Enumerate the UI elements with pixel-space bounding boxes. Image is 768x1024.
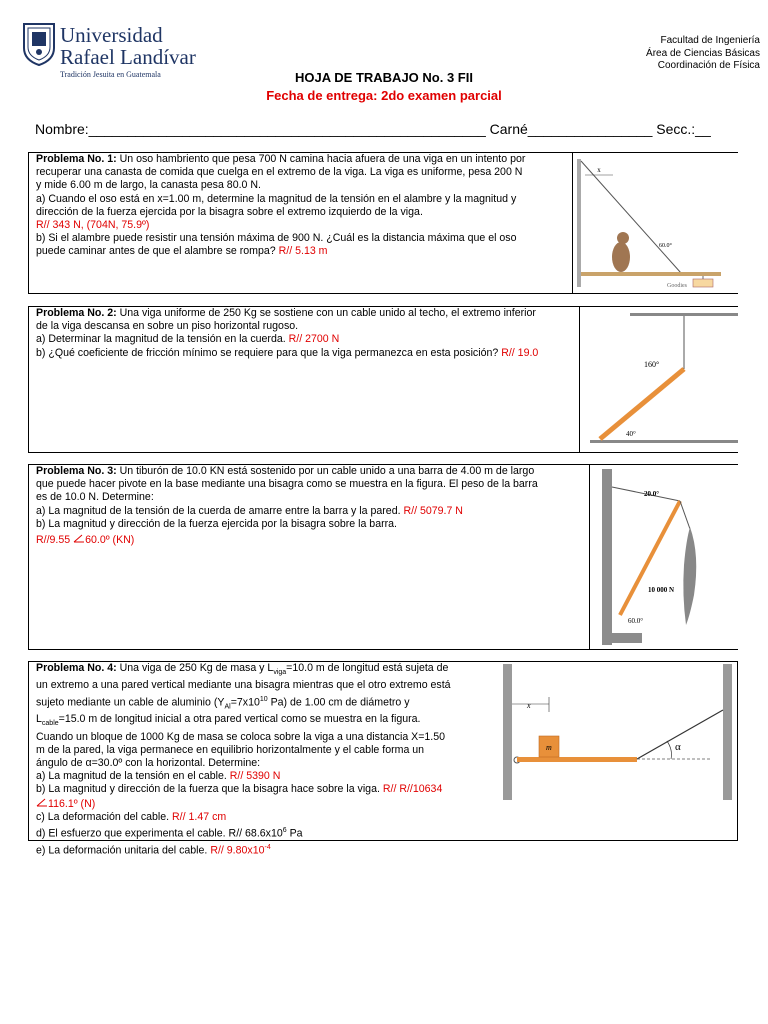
problem-4-line: Pa) de 1.00 cm de diámetro y (267, 696, 410, 709)
fig1-goodies-label: Goodies (667, 283, 687, 289)
problem-4-line: =7x10 (230, 696, 260, 709)
problem-4-sup: 6 (282, 827, 287, 835)
university-name-line2: Rafael Landívar (60, 45, 196, 69)
fig3-weight-label: 10 000 N (648, 586, 675, 594)
angle-symbol-icon (36, 797, 48, 807)
problem-4-answer-e: R// 9.80x10 (210, 844, 265, 857)
problem-3-answer-a: R// 5079.7 N (403, 504, 463, 517)
student-info-line: Nombre:___________________________________________________ Carné________________ Secc.:__ (35, 121, 711, 137)
problem-1-line: puede caminar antes de que el alambre se rompa? (36, 245, 279, 258)
problem-4-sub: viga (273, 669, 287, 677)
fig4-mass-label: m (546, 743, 552, 752)
ceiling (630, 313, 738, 316)
fig2-angle-top: 160° (644, 360, 660, 369)
fig3-angle-bottom: 60.0° (628, 617, 644, 625)
basket-icon (693, 279, 713, 287)
problem-1-answer-a: R// 343 N, (704N, 75.9º) (36, 219, 150, 232)
problem-1-box (28, 152, 738, 294)
problem-4-line: L (36, 713, 42, 726)
wall (602, 469, 612, 645)
fig3-angle-top: 20.0° (644, 490, 660, 498)
problem-1-label: Problema No. 1: (36, 153, 117, 165)
university-tagline: Tradición Jesuita en Guatemala (60, 70, 161, 79)
shark-icon (683, 527, 696, 625)
beam (517, 757, 637, 762)
problem-3-answer-b-magnitude: R//9.55 (36, 534, 74, 547)
problem-2-line: Una viga uniforme de 250 Kg se sostiene con un cable unido al techo, el extremo inferior (116, 307, 536, 319)
fig1-angle-label: 60.0° (659, 243, 672, 249)
bear-icon (612, 242, 630, 272)
problem-4-box (28, 661, 738, 857)
left-wall (503, 664, 512, 800)
problem-2-answer-b: R// 19.0 (501, 346, 539, 359)
problem-4-line: c) La deformación del cable. (36, 810, 173, 823)
problem-4-line: =10.0 m de longitud está sujeta de (286, 662, 449, 674)
problem-4-sup: 10 (259, 695, 268, 703)
problem-1-line: recuperar una canasta de comida que cuelga en el extremo de la viga. La viga es uniforme, pesa 200 N (36, 166, 523, 179)
problem-2-line: de la viga descansa en sobre un piso horizontal rugoso. (36, 320, 299, 333)
floor (590, 440, 738, 443)
problem-4-line: d) El esfuerzo que experimenta el cable. R// 68.6x10 (36, 827, 283, 840)
problem-3-line: a) La magnitud de la tensión de la cuerda de amarre entre la barra y la pared. (36, 504, 404, 517)
problem-3-label: Problema No. 3: (36, 465, 117, 477)
problem-3-figure (589, 465, 738, 649)
problem-1-answer-b: R// 5.13 m (278, 245, 328, 258)
angle-symbol-icon (73, 533, 85, 543)
problem-4-figure (499, 662, 737, 802)
problem-1-line: Un oso hambriento que pesa 700 N camina hacia afuera de una viga en un intento por (116, 153, 526, 165)
problem-4-line: a) La magnitud de la tensión en el cable. (36, 770, 230, 783)
problem-1-line: y mide 6.00 m de largo, la canasta pesa 80.0 N. (36, 179, 261, 192)
problem-4-sub: Al (224, 703, 231, 711)
problem-4-label: Problema No. 4: (36, 662, 117, 674)
bar (620, 501, 680, 615)
problem-2-figure (579, 307, 738, 452)
problem-4-sup: -4 (264, 843, 271, 851)
problem-4-answer-b-magnitude: R// R//10634 (382, 783, 443, 796)
problem-1-text (36, 153, 596, 259)
problem-1-figure (572, 153, 738, 293)
beam (600, 369, 684, 439)
problem-4-line: sujeto mediante un cable de aluminio (Y (36, 696, 225, 709)
problem-4-line: Pa (286, 827, 303, 840)
problem-4-text (36, 662, 484, 858)
problem-4-line: un extremo a una pared vertical mediante una bisagra mientras que el otro extremo está (36, 679, 451, 692)
problem-2-label: Problema No. 2: (36, 307, 117, 319)
problem-3-line: b) La magnitud y dirección de la fuerza ejercida por la bisagra sobre la barra. (36, 517, 397, 530)
problem-2-box (28, 306, 738, 453)
faculty-info (540, 35, 760, 73)
problem-4-line: Una viga de 250 Kg de masa y L (116, 662, 274, 674)
area-name: Área de Ciencias Básicas (646, 47, 760, 59)
problem-4-sub: cable (41, 720, 59, 728)
fig4-x-label: x (527, 701, 531, 710)
problem-1-line: dirección de la fuerza ejercida por la bisagra sobre el extremo izquierdo de la viga. (36, 205, 423, 218)
problem-4-line: m de la pared, la viga permanece en equilibrio horizontalmente y el cable forma un (36, 743, 425, 756)
problem-3-line: es de 10.0 N. Determine: (36, 491, 154, 504)
fig2-angle-bottom: 40° (626, 430, 636, 438)
page-title: HOJA DE TRABAJO No. 3 FII (295, 70, 473, 85)
problem-4-line: ángulo de α=30.0º con la horizontal. Determine: (36, 757, 261, 770)
problem-2-text (36, 307, 596, 360)
problem-3-line: Un tiburón de 10.0 KN está sostenido por un cable unido a una barra de 4.00 m de largo (116, 465, 535, 477)
problem-4-answer-c: R// 1.47 cm (172, 810, 227, 823)
coordination-name: Coordinación de Física (657, 60, 760, 71)
problem-3-box (28, 464, 738, 650)
fig1-x-label: x (597, 166, 601, 174)
problem-4-answer-b-direction: 116.1º (N) (48, 797, 96, 810)
problem-4-line: Cuando un bloque de 1000 Kg de masa se coloca sobre la viga a una distancia X=1.50 (36, 730, 446, 743)
problem-4-line: e) La deformación unitaria del cable. (36, 844, 211, 857)
right-wall (723, 664, 732, 800)
problem-2-answer-a: R// 2700 N (288, 333, 340, 346)
problem-4-line: b) La magnitud y dirección de la fuerza que la bisagra hace sobre la viga. (36, 783, 383, 796)
problem-3-line: que puede hacer pivote en la base mediante una bisagra como se muestra en la figura. El peso de la barra (36, 478, 538, 491)
problem-1-line: a) Cuando el oso está en x=1.00 m, determine la magnitud de la tensión en el alambre y la magnitud y (36, 192, 517, 205)
fig4-alpha-label: α (675, 741, 681, 753)
problem-4-answer-a: R// 5390 N (229, 770, 281, 783)
problem-4-line: =15.0 m de longitud inicial a otra pared vertical como se muestra en la figura. (58, 713, 421, 726)
problem-2-line: b) ¿Qué coeficiente de fricción mínimo se requiere para que la viga permanezca en esta posición? (36, 346, 502, 359)
university-name-line1: Universidad (60, 23, 163, 47)
problem-3-text (36, 465, 584, 547)
faculty-name: Facultad de Ingeniería (660, 35, 760, 46)
problem-2-line: a) Determinar la magnitud de la tensión en la cuerda. (36, 333, 289, 346)
due-date: Fecha de entrega: 2do examen parcial (266, 88, 502, 103)
problem-3-answer-b-direction: 60.0º (KN) (85, 534, 135, 547)
crest-icon (22, 22, 56, 66)
problem-1-line: b) Si el alambre puede resistir una tensión máxima de 900 N. ¿Cuál es la distancia máxima que el oso (36, 232, 517, 245)
